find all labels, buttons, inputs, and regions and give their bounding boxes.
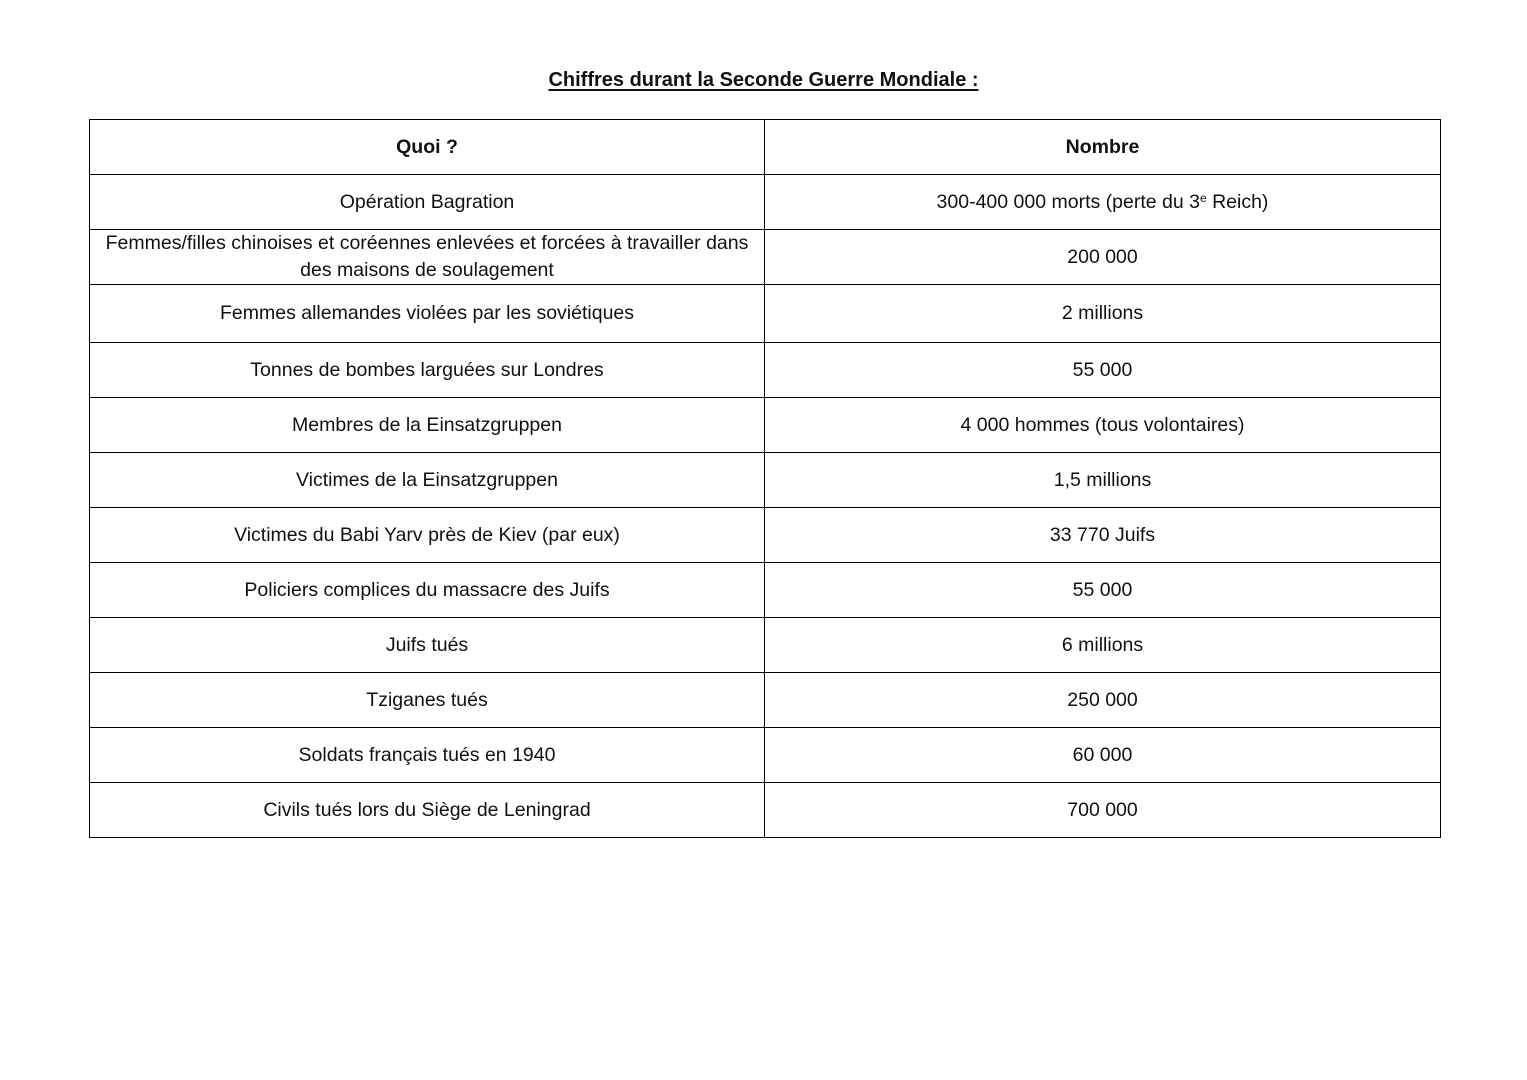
cell-number: 6 millions xyxy=(765,618,1441,673)
table-row xyxy=(90,618,1441,673)
cell-number-text-suffix: Reich) xyxy=(1206,190,1269,213)
table-row xyxy=(90,728,1441,783)
cell-number: 55 000 xyxy=(765,343,1441,398)
cell-what: Opération Bagration xyxy=(90,175,765,230)
table-row xyxy=(90,285,1441,343)
cell-number: 2 millions xyxy=(765,285,1441,343)
cell-what: Juifs tués xyxy=(90,618,765,673)
cell-what: Soldats français tués en 1940 xyxy=(90,728,765,783)
cell-what: Victimes de la Einsatzgruppen xyxy=(90,453,765,508)
statistics-table xyxy=(89,119,1441,838)
cell-what: Tonnes de bombes larguées sur Londres xyxy=(90,343,765,398)
table-row xyxy=(90,508,1441,563)
header-what: Quoi ? xyxy=(90,120,765,175)
table-row xyxy=(90,398,1441,453)
table-row xyxy=(90,175,1441,230)
cell-number-text: 300-400 000 morts (perte du 3 xyxy=(936,190,1200,213)
cell-what: Femmes allemandes violées par les soviétiques xyxy=(90,285,765,343)
table-row xyxy=(90,453,1441,508)
cell-number: 200 000 xyxy=(765,230,1441,285)
cell-number: 55 000 xyxy=(765,563,1441,618)
table-header-row xyxy=(90,120,1441,175)
cell-number-superscript: e xyxy=(1199,190,1207,205)
table-row xyxy=(90,563,1441,618)
cell-number: 700 000 xyxy=(765,783,1441,838)
table-row xyxy=(90,230,1441,285)
cell-number: 4 000 hommes (tous volontaires) xyxy=(765,398,1441,453)
cell-number: 33 770 Juifs xyxy=(765,508,1441,563)
cell-what: Tziganes tués xyxy=(90,673,765,728)
cell-what: Membres de la Einsatzgruppen xyxy=(90,398,765,453)
header-number: Nombre xyxy=(765,120,1441,175)
document-title: Chiffres durant la Seconde Guerre Mondiale : xyxy=(548,69,979,91)
cell-what: Civils tués lors du Siège de Leningrad xyxy=(90,783,765,838)
cell-what: Victimes du Babi Yarv près de Kiev (par eux) xyxy=(90,508,765,563)
table-row xyxy=(90,673,1441,728)
cell-what: Policiers complices du massacre des Juifs xyxy=(90,563,765,618)
table-row xyxy=(90,783,1441,838)
cell-number: 60 000 xyxy=(765,728,1441,783)
cell-number xyxy=(765,175,1441,230)
table-row xyxy=(90,343,1441,398)
cell-what: Femmes/filles chinoises et coréennes enlevées et forcées à travailler dans des maisons de soulagement xyxy=(90,230,765,285)
cell-number: 1,5 millions xyxy=(765,453,1441,508)
cell-number: 250 000 xyxy=(765,673,1441,728)
